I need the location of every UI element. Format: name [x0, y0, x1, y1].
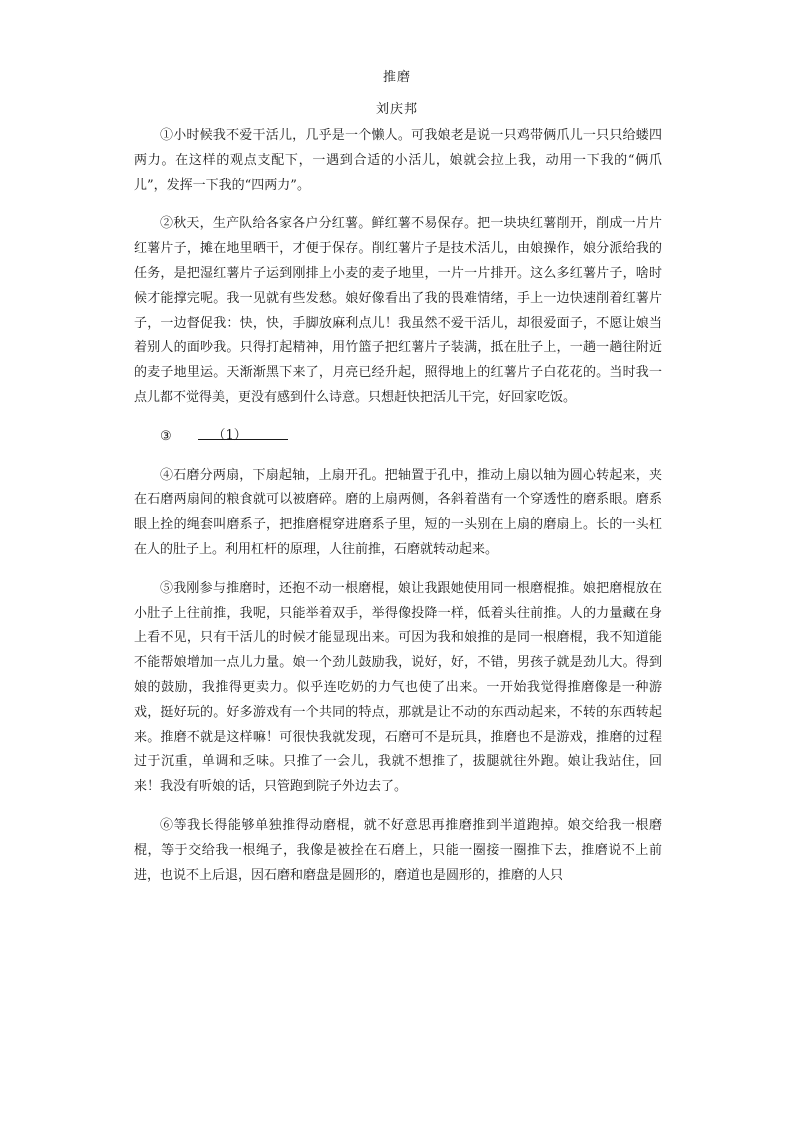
blank-prefix: ③	[160, 428, 172, 444]
article-body	[134, 124, 662, 902]
paragraph-3-blank	[134, 425, 662, 450]
article-title: 推磨	[382, 70, 411, 85]
paragraph-4: ④石磨分两扇，下扇起轴，上扇开孔。把轴置于孔中，推动上扇以轴为圆心转起来，夹在石磨两扇间的粮食就可以被磨碎。磨的上扇两侧，各斜着凿有一个穿透性的磨系眼。磨系眼上拴的绳套叫磨系子，把推磨棍穿进磨系子里，短的一头别在上扇的磨扇上。长的一头杠在人的肚子上。利用杠杆的原理，人往前推，石磨就转动起来。	[134, 467, 662, 557]
article-author: 刘庆邦	[375, 102, 418, 117]
paragraph-2: ②秋天，生产队给各家各户分红薯。鲜红薯不易保存。把一块块红薯削开，削成一片片红薯片子，摊在地里晒干，才便于保存。削红薯片子是技术活儿，由娘操作，娘分派给我的任务，是把湿红薯片子运到刚排上小麦的麦子地里，一片一片排开。这么多红薯片子，啥时候才能撑完呢。我一见就有些发愁。娘好像看出了我的畏难情绪，手上一边快速削着红薯片子，一边督促我：快，快，手脚放麻利点儿！我虽然不爱干活儿，却很爱面子，不愿让娘当着别人的面吵我。只得打起精神，用竹篮子把红薯片子装满，抵在肚子上，一趟一趟往附近的麦子地里运。天渐渐黑下来了，月亮已经升起，照得地上的红薯片子白花花的。当时我一点儿都不觉得美，更没有感到什么诗意。只想赶快把活儿干完，好回家吃饭。	[134, 216, 662, 405]
paragraph-6: ⑥等我长得能够单独推得动磨棍，就不好意思再推磨推到半道跑掉。娘交给我一根磨棍，等于交给我一根绳子，我像是被拴在石磨上，只能一圈接一圈推下去，推磨说不上前进，也说不上后退，因石磨和磨盘是圆形的，磨道也是圆形的，推磨的人只	[134, 817, 662, 883]
paragraph-5: ⑤我刚参与推磨时，还抱不动一根磨棍，娘让我跟她使用同一根磨棍推。娘把磨棍放在小肚子上往前推，我呢，只能举着双手，举得像投降一样，低着头往前推。人的力量藏在身上看不见，只有干活儿的时候才能显现出来。可因为我和娘推的是同一根磨棍，我不知道能不能帮娘增加一点儿力量。娘一个劲儿鼓励我，说好，好，不错，男孩子就是劲儿大。得到娘的鼓励，我推得更卖力。似乎连吃奶的力气也使了出来。一开始我觉得推磨像是一种游戏，挺好玩的。好多游戏有一个共同的特点，那就是让不动的东西动起来，不转的东西转起来。推磨不就是这样嘛！可很快我就发现，石磨可不是玩具，推磨也不是游戏，推磨的过程过于沉重，单调和乏味。只推了一会儿，我就不想推了，拔腿就往外跑。娘让我站住，回来！我没有听娘的话，只管跑到院子外边去了。	[134, 580, 662, 795]
paragraph-1: ①小时候我不爱干活儿，几乎是一个懒人。可我娘老是说一只鸡带俩爪儿一只只给蝼四两力。在这样的观点支配下，一遇到合适的小活儿，娘就会拉上我，动用一下我的“俩爪儿”，发挥一下我的“四两力”。	[134, 128, 662, 193]
fill-in-blank[interactable]	[172, 425, 288, 450]
blank-number: （1）	[212, 427, 247, 443]
